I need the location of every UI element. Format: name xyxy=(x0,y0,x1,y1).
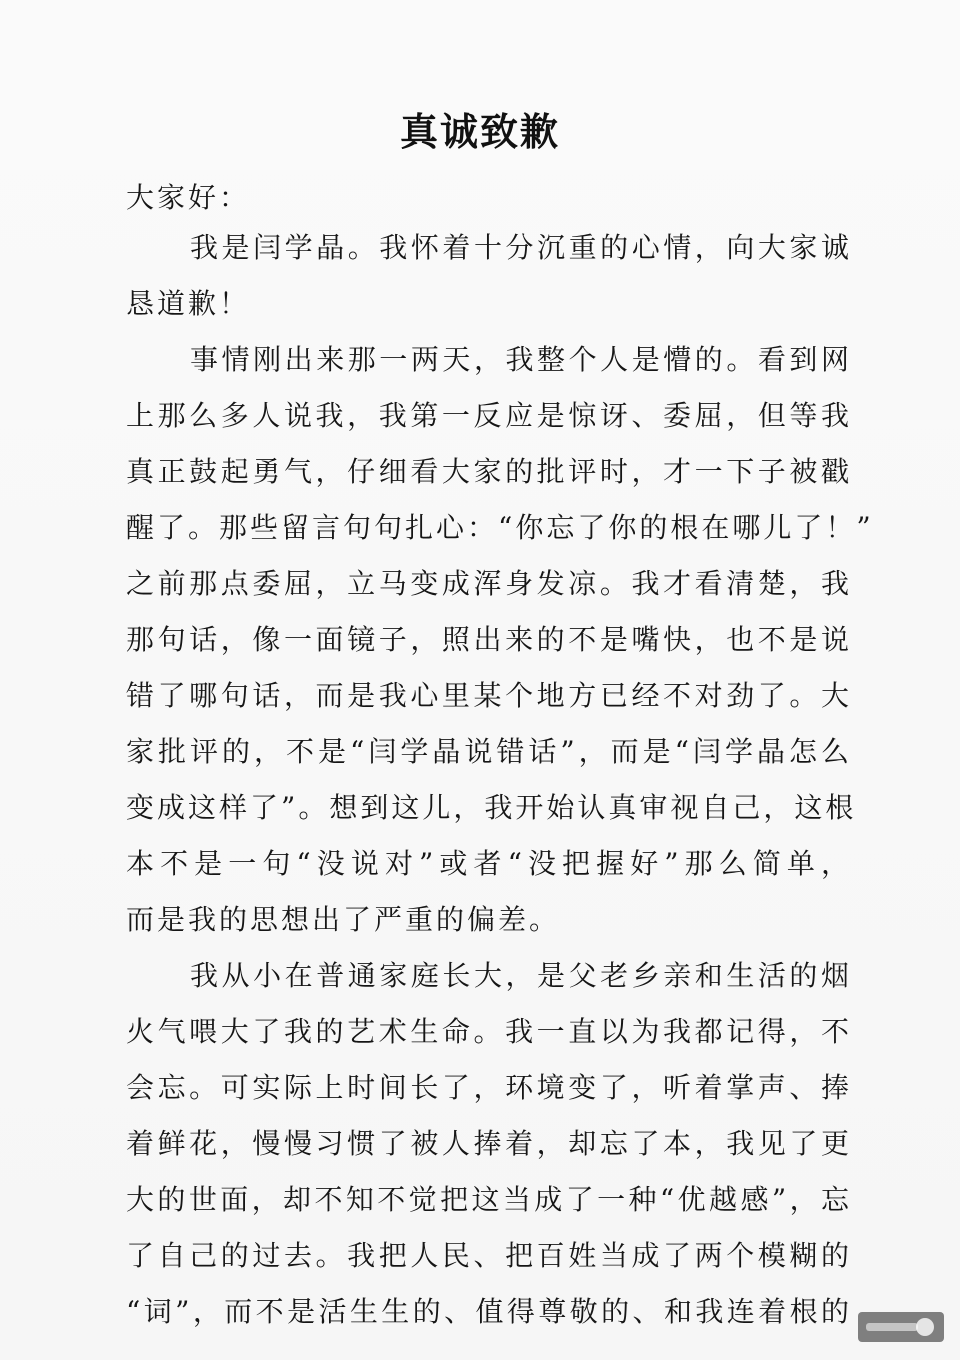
text-line: 上那么多人说我，我第一反应是惊讶、委屈，但等我 xyxy=(126,399,852,432)
watermark-bar xyxy=(866,1323,918,1331)
document-title: 真诚致歉 xyxy=(399,109,560,154)
watermark-logo xyxy=(858,1312,944,1342)
watermark-mark-icon xyxy=(916,1318,934,1336)
text-line: 真正鼓起勇气，仔细看大家的批评时，才一下子被戳 xyxy=(126,455,852,488)
text-line: 我从小在普通家庭长大，是父老乡亲和生活的烟 xyxy=(190,959,852,992)
text-line: 之前那点委屈，立马变成浑身发凉。我才看清楚，我 xyxy=(126,567,852,600)
text-line: 本不是一句“没说对”或者“没把握好”那么简单， xyxy=(126,847,852,880)
text-line: 会忘。可实际上时间长了，环境变了，听着掌声、捧 xyxy=(126,1071,852,1104)
text-line: 着鲜花，慢慢习惯了被人捧着，却忘了本，我见了更 xyxy=(126,1127,852,1160)
text-line: 家批评的，不是“闫学晶说错话”，而是“闫学晶怎么 xyxy=(126,735,852,768)
text-line: 了自己的过去。我把人民、把百姓当成了两个模糊的 xyxy=(126,1239,852,1272)
text-line: “词”，而不是活生生的、值得尊敬的、和我连着根的 xyxy=(126,1295,852,1328)
text-line: 我是闫学晶。我怀着十分沉重的心情，向大家诚 xyxy=(190,231,852,264)
text-line: 火气喂大了我的艺术生命。我一直以为我都记得，不 xyxy=(126,1015,852,1048)
text-line: 错了哪句话，而是我心里某个地方已经不对劲了。大 xyxy=(126,679,852,712)
text-line: 那句话，像一面镜子，照出来的不是嘴快，也不是说 xyxy=(126,623,852,656)
text-line: 变成这样了”。想到这儿，我开始认真审视自己，这根 xyxy=(126,791,857,824)
text-line: 事情刚出来那一两天，我整个人是懵的。看到网 xyxy=(190,343,852,376)
text-line: 而是我的思想出了严重的偏差。 xyxy=(126,903,561,936)
text-line: 恳道歉！ xyxy=(126,287,251,320)
text-line: 醒了。那些留言句句扎心：“你忘了你的根在哪儿了！” xyxy=(126,511,874,544)
greeting: 大家好： xyxy=(126,181,251,214)
text-line: 大的世面，却不知不觉把这当成了一种“优越感”，忘 xyxy=(126,1183,852,1216)
